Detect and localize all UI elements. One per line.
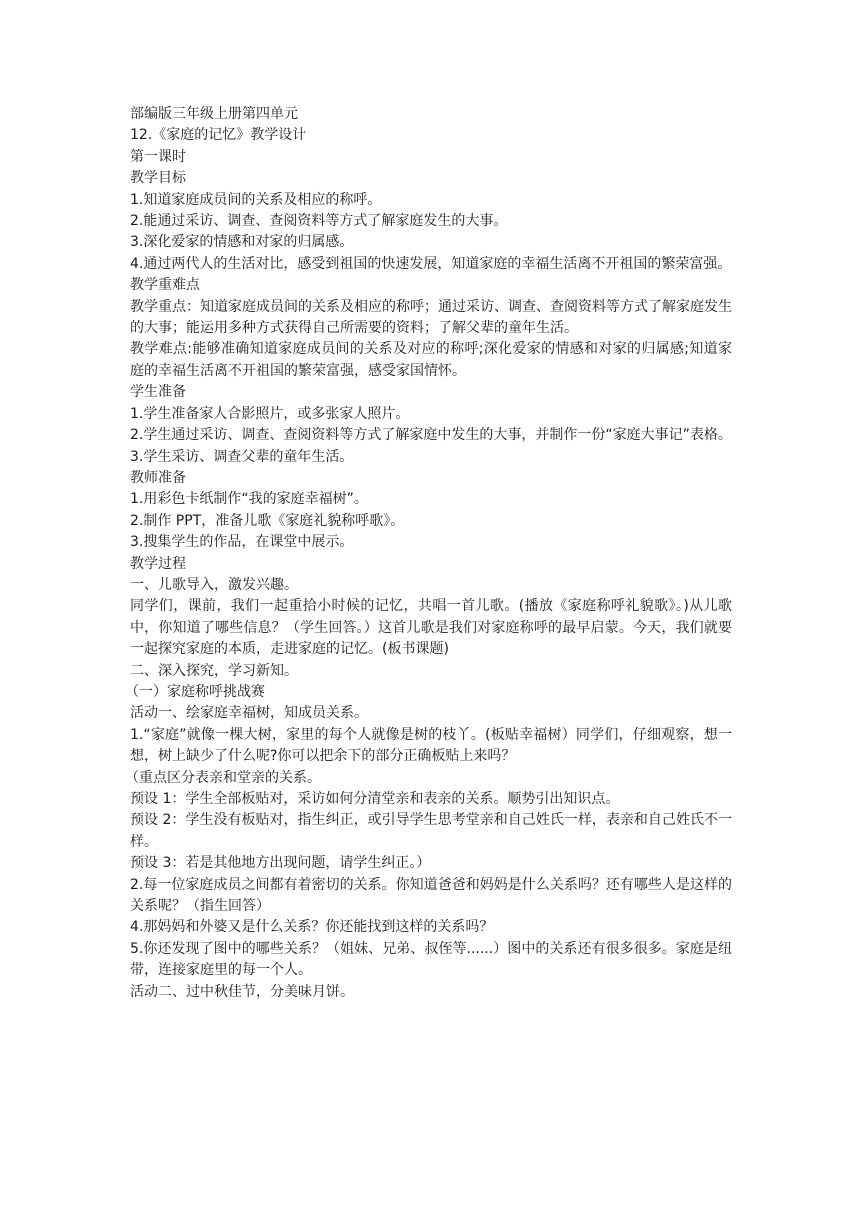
section-heading-process: 教学过程 (130, 555, 186, 572)
student-prep-item: 1.学生准备家人合影照片，或多张家人照片。 (130, 405, 410, 422)
section-heading-goals: 教学目标 (130, 170, 186, 187)
goal-item: 1.知道家庭成员间的关系及相应的称呼。 (130, 191, 382, 208)
goal-item: 3.深化爱家的情感和对家的归属感。 (130, 234, 354, 251)
section-heading-student-prep: 学生准备 (130, 384, 186, 401)
goal-item: 2.能通过采访、调查、查阅资料等方式了解家庭发生的大事。 (130, 213, 508, 230)
subsection-heading: （一）家庭称呼挑战赛 (125, 683, 265, 700)
teacher-prep-item: 2.制作 PPT，准备儿歌《家庭礼貌称呼歌》。 (130, 512, 405, 529)
lesson-period: 第一课时 (130, 148, 186, 165)
section-heading-teacher-prep: 教师准备 (130, 469, 186, 486)
goal-item: 4.通过两代人的生活对比，感受到祖国的快速发展，知道家庭的幸福生活离不开祖国的繁荣富强。 (130, 255, 732, 272)
activity-paragraph: 2.每一位家庭成员之间都有着密切的关系。你知道爸爸和妈妈是什么关系吗？还有哪些人是这样的关系呢？（指生回答） (130, 876, 732, 915)
student-prep-item: 2.学生通过采访、调查、查阅资料等方式了解家庭中发生的大事，并制作一份“家庭大事记”表格。 (130, 427, 732, 444)
activity-heading: 活动一、绘家庭幸福树，知成员关系。 (130, 705, 368, 722)
section-heading-key-points: 教学重难点 (130, 277, 200, 294)
activity-paragraph: 5.你还发现了图中的哪些关系？（姐妹、兄弟、叔侄等......）图中的关系还有很多很多。家庭是纽带，连接家庭里的每一个人。 (130, 940, 732, 979)
activity-note: （重点区分表亲和堂亲的关系。 (125, 769, 321, 786)
doc-title: 12.《家庭的记忆》教学设计 (130, 127, 307, 144)
process-step-heading: 一、儿歌导入，激发兴趣。 (130, 576, 298, 593)
preset-item: 预设 2：学生没有板贴对，指生纠正，或引导学生思考堂亲和自己姓氏一样，表亲和自己姓氏不一样。 (130, 812, 732, 850)
student-prep-item: 3.学生采访、调查父辈的童年生活。 (130, 448, 354, 465)
teacher-prep-item: 1.用彩色卡纸制作“我的家庭幸福树”。 (130, 491, 368, 508)
doc-unit-heading: 部编版三年级上册第四单元 (130, 106, 298, 122)
document-body (125, 104, 732, 1003)
preset-item: 预设 1：学生全部板贴对，采访如何分清堂亲和表亲的关系。顺势引出知识点。 (130, 791, 620, 807)
teacher-prep-item: 3.搜集学生的作品，在课堂中展示。 (130, 534, 354, 551)
preset-item: 预设 3：若是其他地方出现问题，请学生纠正。） (130, 855, 431, 872)
difficulty-paragraph: 教学难点:能够准确知道家庭成员间的关系及对应的称呼;深化爱家的情感和对家的归属感;知道家庭的幸福生活离不开祖国的繁荣富强，感受家国情怀。 (130, 341, 732, 379)
activity-paragraph: 1.“家庭”就像一棵大树，家里的每个人就像是树的枝丫。(板贴幸福树）同学们，仔细观察，想一想，树上缺少了什么呢?你可以把余下的部分正确板贴上来吗？ (130, 726, 732, 765)
key-point-paragraph: 教学重点：知道家庭成员间的关系及相应的称呼；通过采访、调查、查阅资料等方式了解家庭发生的大事；能运用多种方式获得自己所需要的资料；了解父辈的童年生活。 (130, 298, 732, 337)
process-paragraph: 同学们，课前，我们一起重拾小时候的记忆，共唱一首儿歌。(播放《家庭称呼礼貌歌》。)从儿歌中，你知道了哪些信息？（学生回答。）这首儿歌是我们对家庭称呼的最早启蒙。今天，我们就要一起探究家庭的本质，走进家庭的记忆。(板书课题) (130, 598, 732, 658)
activity-heading: 活动二、过中秋佳节，分美味月饼。 (130, 983, 354, 1000)
activity-paragraph: 4.那妈妈和外婆又是什么关系？你还能找到这样的关系吗？ (130, 919, 494, 936)
process-step-heading: 二、深入探究，学习新知。 (130, 662, 298, 679)
